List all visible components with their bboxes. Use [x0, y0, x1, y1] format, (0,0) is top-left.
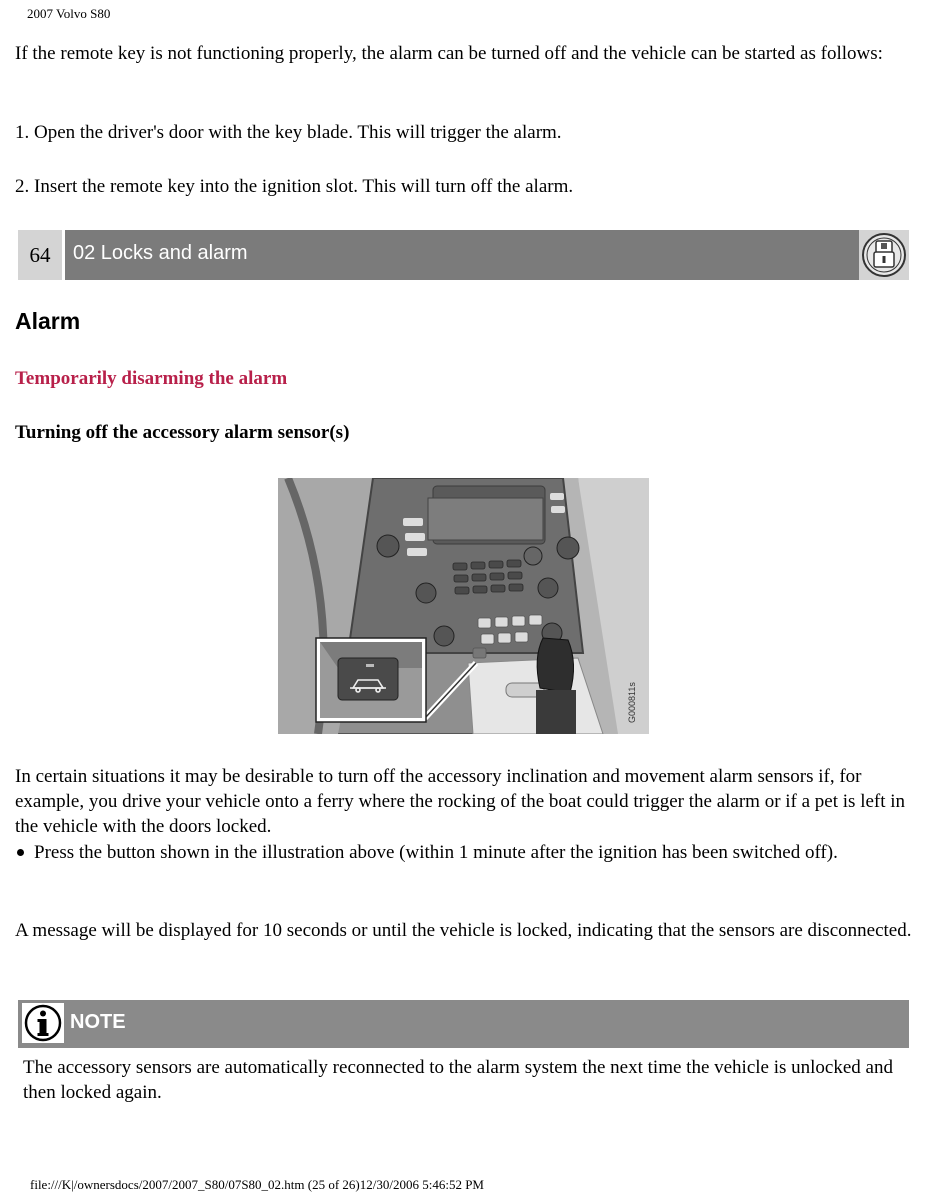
note-text: The accessory sensors are automatically reconnected to the alarm system the next time the vehicle is unlocked and then locked again.: [23, 1057, 893, 1103]
info-icon: [22, 1003, 64, 1043]
step-1: 1. Open the driver's door with the key blade. This will trigger the alarm.: [15, 122, 562, 143]
section-header-bar: [18, 230, 909, 280]
body-paragraph-1: In certain situations it may be desirable to turn off the accessory inclination and movement alarm sensors if, for example, you drive your vehicle onto a ferry where the rocking of the boat could trigger the alarm or if a pet is left in the vehicle with the doors locked.: [15, 766, 906, 837]
bullet-text: Press the button shown in the illustration above (within 1 minute after the ignition has been switched off).: [34, 842, 838, 863]
lock-icon: [859, 230, 909, 280]
console-drawing: [278, 478, 649, 734]
bullet-icon: [17, 849, 24, 856]
intro-paragraph: If the remote key is not functioning properly, the alarm can be turned off and the vehicle can be started as follows:: [15, 43, 883, 64]
file-path-footer: file:///K|/ownersdocs/2007/2007_S80/07S80_02.htm (25 of 26)12/30/2006 5:46:52 PM: [30, 1177, 484, 1192]
section-title: 02 Locks and alarm: [65, 230, 875, 280]
note-label: NOTE: [70, 1011, 126, 1033]
subheading-disarming: Temporarily disarming the alarm: [15, 368, 288, 389]
subheading-sensors: Turning off the accessory alarm sensor(s): [15, 422, 350, 443]
heading-alarm: Alarm: [15, 308, 81, 334]
step-2: 2. Insert the remote key into the ignition slot. This will turn off the alarm.: [15, 176, 574, 197]
document-title: 2007 Volvo S80: [27, 6, 111, 21]
body-paragraph-2: A message will be displayed for 10 seconds or until the vehicle is locked, indicating that the sensors are disconnected.: [15, 920, 912, 941]
lock-icon-box: [859, 230, 909, 280]
page-number: 64: [18, 230, 62, 280]
note-header: [18, 1000, 909, 1048]
bullet-item: [15, 840, 915, 865]
figure-code: G000811s: [627, 682, 637, 723]
center-console-illustration: [278, 478, 649, 734]
